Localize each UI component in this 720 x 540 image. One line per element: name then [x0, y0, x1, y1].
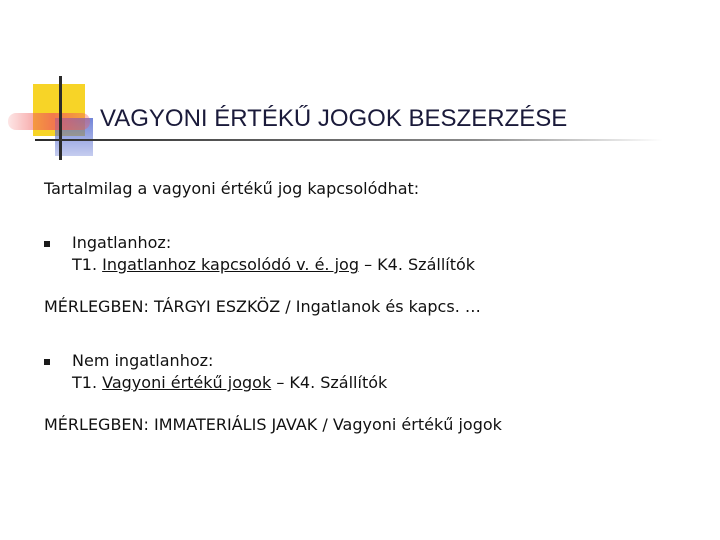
title-decoration: [0, 0, 720, 170]
slide-body: [44, 178, 704, 436]
list-item-heading: Ingatlanhoz:: [72, 233, 172, 252]
account-prefix: T1.: [72, 373, 98, 392]
balance-note: MÉRLEGBEN: TÁRGYI ESZKÖZ / Ingatlanok és kapcs. …: [44, 297, 481, 316]
account-suffix: – K4. Szállítók: [364, 255, 476, 274]
square-bullet-icon: [44, 359, 50, 365]
account-name: Vagyoni értékű jogok: [102, 373, 272, 392]
account-prefix: T1.: [72, 255, 98, 274]
horizontal-rule: [35, 139, 663, 141]
slide-title: VAGYONI ÉRTÉKŰ JOGOK BESZERZÉSE: [100, 105, 568, 132]
account-name: Ingatlanhoz kapcsolódó v. é. jog: [102, 255, 359, 274]
account-suffix: – K4. Szállítók: [276, 373, 388, 392]
square-bullet-icon: [44, 241, 50, 247]
balance-note: MÉRLEGBEN: IMMATERIÁLIS JAVAK / Vagyoni értékű jogok: [44, 415, 502, 434]
intro-text: Tartalmilag a vagyoni értékű jog kapcsolódhat:: [44, 179, 420, 198]
list-item: [44, 350, 704, 394]
list-item: [44, 232, 704, 276]
list-item-detail: [72, 254, 704, 276]
list-item-heading: Nem ingatlanhoz:: [72, 351, 214, 370]
list-item-detail: [72, 372, 704, 394]
red-bar: [8, 113, 90, 130]
vertical-rule: [59, 76, 62, 160]
